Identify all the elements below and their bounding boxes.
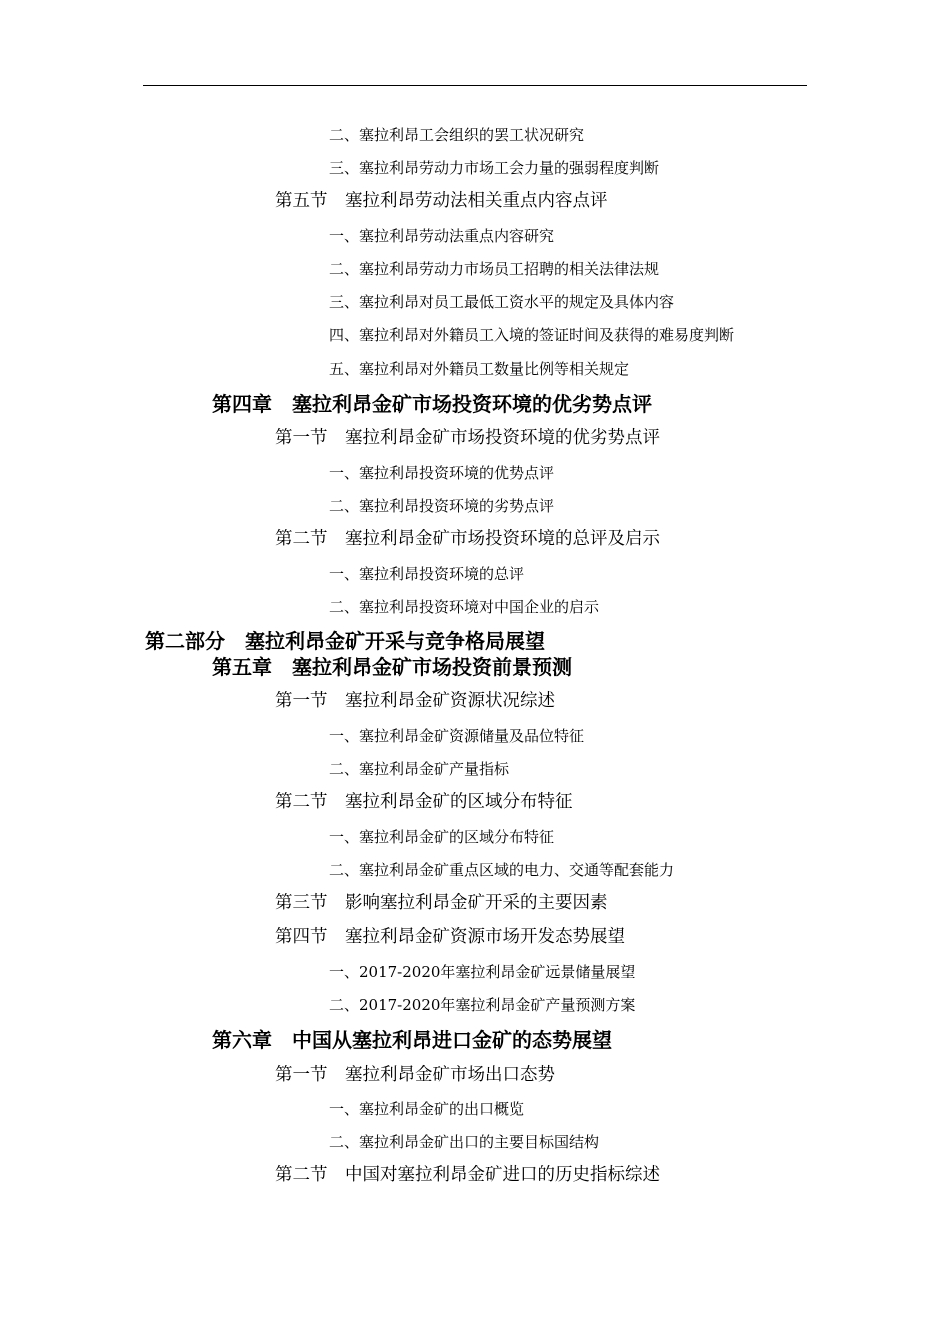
toc-item: 五、塞拉利昂对外籍员工数量比例等相关规定	[329, 360, 630, 378]
toc-item: 三、塞拉利昂劳动力市场工会力量的强弱程度判断	[329, 159, 660, 177]
toc-chapter: 第四章 塞拉利昂金矿市场投资环境的优劣势点评	[212, 392, 652, 416]
toc-item: 二、塞拉利昂金矿重点区域的电力、交通等配套能力	[329, 861, 675, 879]
toc-item: 一、塞拉利昂劳动法重点内容研究	[329, 227, 555, 245]
toc-section: 第二节 塞拉利昂金矿市场投资环境的总评及启示	[275, 529, 660, 549]
toc-item: 一、塞拉利昂金矿的出口概览	[329, 1100, 525, 1118]
toc-section: 第一节 塞拉利昂金矿市场出口态势	[275, 1065, 555, 1085]
toc-item: 四、塞拉利昂对外籍员工入境的签证时间及获得的难易度判断	[329, 326, 735, 344]
toc-item: 二、塞拉利昂投资环境的劣势点评	[329, 497, 555, 515]
toc-item: 一、塞拉利昂投资环境的总评	[329, 565, 525, 583]
header-rule	[143, 85, 807, 86]
toc-section: 第一节 塞拉利昂金矿资源状况综述	[275, 691, 555, 711]
toc-item: 一、塞拉利昂金矿的区域分布特征	[329, 828, 555, 846]
toc-chapter: 第六章 中国从塞拉利昂进口金矿的态势展望	[212, 1028, 612, 1052]
toc-item: 一、塞拉利昂投资环境的优势点评	[329, 464, 555, 482]
toc-item: 一、塞拉利昂金矿资源储量及品位特征	[329, 727, 585, 745]
toc-item: 一、2017-2020年塞拉利昂金矿远景储量展望	[329, 963, 636, 981]
toc-section: 第一节 塞拉利昂金矿市场投资环境的优劣势点评	[275, 428, 660, 448]
toc-chapter: 第五章 塞拉利昂金矿市场投资前景预测	[212, 655, 572, 679]
toc-item: 二、塞拉利昂劳动力市场员工招聘的相关法律法规	[329, 260, 660, 278]
toc-item: 二、塞拉利昂金矿产量指标	[329, 760, 510, 778]
toc-item: 二、塞拉利昂工会组织的罢工状况研究	[329, 126, 585, 144]
toc-item: 二、塞拉利昂投资环境对中国企业的启示	[329, 598, 600, 616]
toc-section: 第四节 塞拉利昂金矿资源市场开发态势展望	[275, 927, 625, 947]
toc-section: 第五节 塞拉利昂劳动法相关重点内容点评	[275, 191, 608, 211]
toc-section: 第三节 影响塞拉利昂金矿开采的主要因素	[275, 893, 608, 913]
toc-item: 二、2017-2020年塞拉利昂金矿产量预测方案	[329, 996, 636, 1014]
toc-section: 第二节 中国对塞拉利昂金矿进口的历史指标综述	[275, 1165, 660, 1185]
toc-item: 三、塞拉利昂对员工最低工资水平的规定及具体内容	[329, 293, 675, 311]
toc-section: 第二节 塞拉利昂金矿的区域分布特征	[275, 792, 573, 812]
toc-part: 第二部分 塞拉利昂金矿开采与竞争格局展望	[145, 629, 545, 653]
toc-item: 二、塞拉利昂金矿出口的主要目标国结构	[329, 1133, 600, 1151]
